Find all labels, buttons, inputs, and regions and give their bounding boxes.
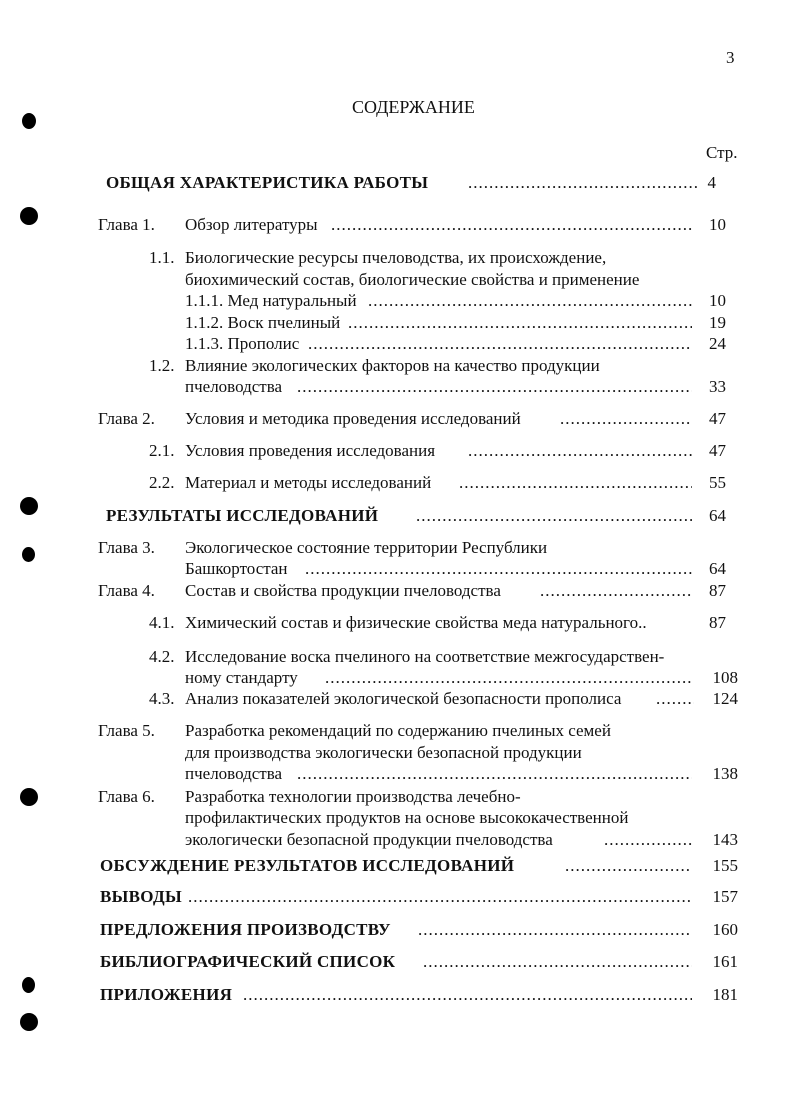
toc-entry-text: экологически безопасной продукции пчеловодства — [185, 830, 553, 849]
toc-page: 143 — [712, 830, 738, 849]
toc-section-number: 2.1. — [149, 441, 175, 460]
toc-entry-text: ОБЩАЯ ХАРАКТЕРИСТИКА РАБОТЫ — [106, 173, 429, 192]
toc-entry-text: 1.1.3. Прополис — [185, 334, 300, 353]
toc-section-number: 4.2. — [149, 647, 175, 666]
toc-page: 108 — [712, 668, 738, 687]
toc-chapter-label: Глава 5. — [98, 721, 155, 740]
toc-leader — [656, 689, 694, 709]
toc-entry-text: ВЫВОДЫ — [100, 887, 182, 906]
toc-leader — [331, 215, 692, 235]
toc-page: 157 — [712, 887, 738, 906]
toc-chapter-label: Глава 6. — [98, 787, 155, 806]
toc-leader — [297, 764, 692, 784]
toc-entry-text: Материал и методы исследований — [185, 473, 432, 492]
toc-leader — [459, 473, 692, 493]
toc-leader — [368, 291, 692, 311]
toc-section-number: 1.1. — [149, 248, 175, 267]
toc-page: 181 — [712, 985, 738, 1004]
toc-entry-text: Исследование воска пчелиного на соответствие межгосударствен- — [185, 647, 665, 666]
toc-leader — [243, 985, 692, 1005]
toc-entry-text: РЕЗУЛЬТАТЫ ИССЛЕДОВАНИЙ — [106, 506, 379, 525]
toc-entry-text: Башкортостан — [185, 559, 288, 578]
toc-leader — [604, 830, 692, 850]
toc-entry-text: пчеловодства — [185, 377, 283, 396]
toc-chapter-label: Глава 1. — [98, 215, 155, 234]
toc-leader — [468, 441, 692, 461]
toc-section-number: 4.1. — [149, 613, 175, 632]
toc-entry-text: Условия и методика проведения исследований — [185, 409, 521, 428]
toc-entry-text: Состав и свойства продукции пчеловодства — [185, 581, 501, 600]
toc-entry-text: Условия проведения исследования — [185, 441, 436, 460]
toc-leader — [418, 920, 692, 940]
toc-page: 64 — [709, 506, 726, 525]
toc-page: 55 — [709, 473, 726, 492]
toc-entry-text: Разработка технологии производства лечебно- — [185, 787, 521, 806]
toc-entry-text: профилактических продуктов на основе высококачественной — [185, 808, 629, 827]
toc-page: 87 — [709, 613, 726, 632]
page-title: СОДЕРЖАНИЕ — [352, 97, 475, 117]
toc-entry-text: ПРЕДЛОЖЕНИЯ ПРОИЗВОДСТВУ — [100, 920, 391, 939]
toc-page: 155 — [712, 856, 738, 875]
toc-entry-text: Влияние экологических факторов на качество продукции — [185, 356, 600, 375]
toc-entry-text: ОБСУЖДЕНИЕ РЕЗУЛЬТАТОВ ИССЛЕДОВАНИЙ — [100, 856, 515, 875]
binder-hole-mark — [20, 788, 38, 806]
toc-leader — [188, 887, 692, 907]
toc-section-number: 4.3. — [149, 689, 175, 708]
binder-hole-mark — [20, 1013, 38, 1031]
toc-leader — [565, 856, 692, 876]
page-number: 3 — [726, 48, 735, 67]
binder-hole-mark — [22, 977, 35, 993]
binder-hole-mark — [20, 497, 38, 515]
toc-page: 47 — [709, 409, 726, 428]
toc-leader — [540, 581, 692, 601]
toc-page: 138 — [712, 764, 738, 783]
toc-entry-text: для производства экологически безопасной продукции — [185, 743, 582, 762]
toc-page: 64 — [709, 559, 726, 578]
toc-leader — [423, 952, 692, 972]
toc-page: 10 — [709, 291, 726, 310]
toc-entry-text: Химический состав и физические свойства меда натурального.. — [185, 613, 647, 632]
toc-chapter-label: Глава 4. — [98, 581, 155, 600]
toc-entry-text: Экологическое состояние территории Республики — [185, 538, 548, 557]
toc-leader — [468, 173, 698, 193]
toc-leader — [348, 313, 692, 333]
toc-leader — [305, 559, 692, 579]
toc-leader — [325, 668, 692, 688]
page-column-label: Стр. — [706, 143, 738, 162]
toc-entry-text: ПРИЛОЖЕНИЯ — [100, 985, 233, 1004]
toc-leader — [297, 377, 692, 397]
toc-section-number: 1.2. — [149, 356, 175, 375]
toc-page: 19 — [709, 313, 726, 332]
toc-page: 10 — [709, 215, 726, 234]
toc-entry-text: пчеловодства — [185, 764, 283, 783]
toc-entry-text: Анализ показателей экологической безопасности прополиса — [185, 689, 622, 708]
binder-hole-mark — [20, 207, 38, 225]
toc-page: 47 — [709, 441, 726, 460]
toc-entry-text: БИБЛИОГРАФИЧЕСКИЙ СПИСОК — [100, 952, 396, 971]
toc-page: 4 — [707, 173, 716, 192]
toc-entry-text: Разработка рекомендаций по содержанию пчелиных семей — [185, 721, 611, 740]
toc-entry-text: ному стандарту — [185, 668, 298, 687]
toc-entry-text: 1.1.2. Воск пчелиный — [185, 313, 341, 332]
toc-entry-text: 1.1.1. Мед натуральный — [185, 291, 357, 310]
binder-hole-mark — [22, 547, 35, 562]
toc-leader — [560, 409, 692, 429]
binder-hole-mark — [22, 113, 36, 129]
toc-entry-text: Биологические ресурсы пчеловодства, их происхождение, — [185, 248, 607, 267]
toc-entry-text: биохимический состав, биологические свойства и применение — [185, 270, 640, 289]
toc-page: 161 — [712, 952, 738, 971]
toc-page: 160 — [712, 920, 738, 939]
toc-entry-text: Обзор литературы — [185, 215, 318, 234]
toc-chapter-label: Глава 2. — [98, 409, 155, 428]
toc-page: 124 — [712, 689, 738, 708]
toc-leader — [308, 334, 692, 354]
toc-leader — [416, 506, 692, 526]
toc-page: 24 — [709, 334, 726, 353]
toc-page: 87 — [709, 581, 726, 600]
toc-chapter-label: Глава 3. — [98, 538, 155, 557]
toc-page: 33 — [709, 377, 726, 396]
toc-section-number: 2.2. — [149, 473, 175, 492]
